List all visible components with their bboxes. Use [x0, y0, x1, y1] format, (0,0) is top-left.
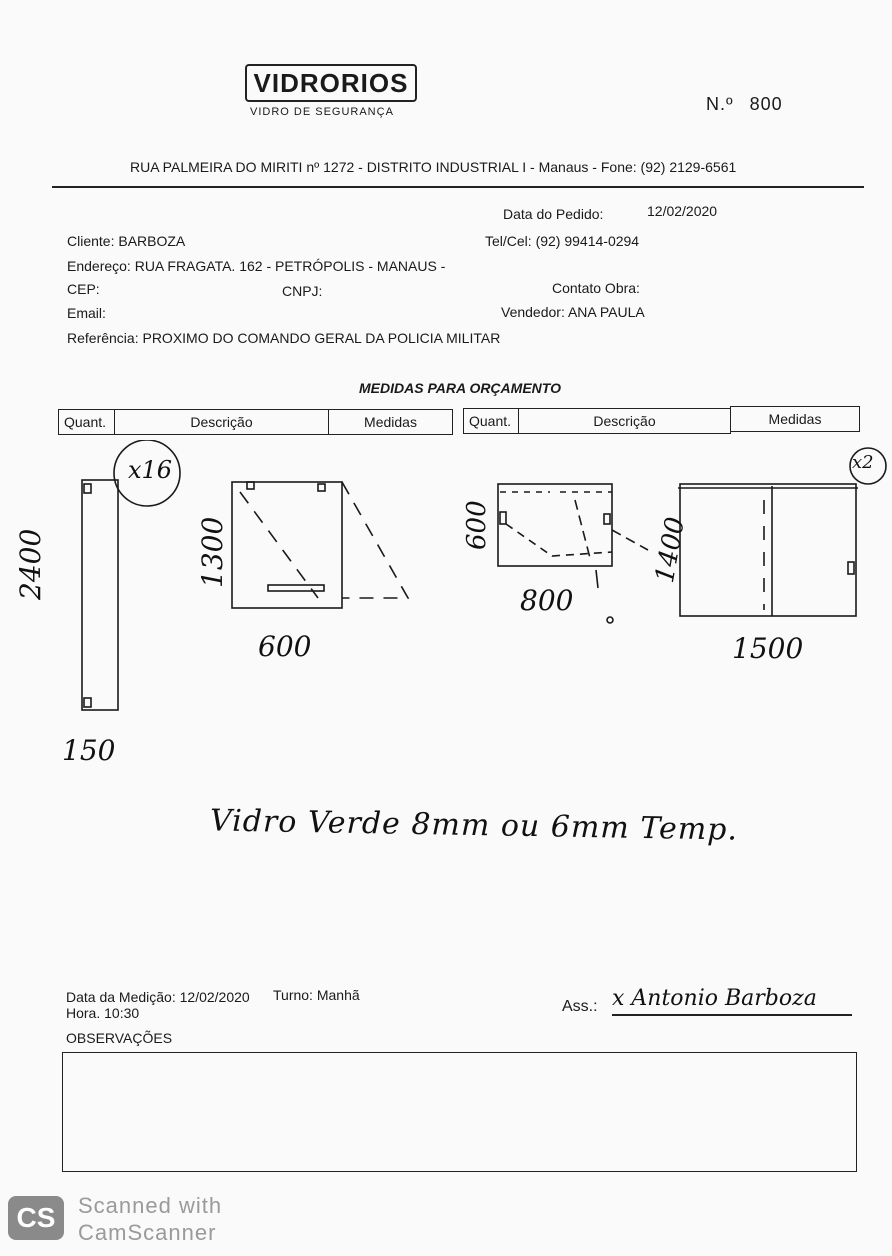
panel2-width: 600	[258, 630, 312, 663]
watermark-line1: Scanned with	[78, 1193, 223, 1218]
panel2-height: 1300	[196, 516, 229, 588]
panel2-swing-line	[240, 492, 318, 598]
email-field: Email:	[67, 305, 106, 321]
order-date-value: 12/02/2020	[647, 203, 718, 219]
measures-title: MEDIDAS PARA ORÇAMENTO	[359, 380, 561, 396]
seller-field: Vendedor: ANA PAULA	[501, 304, 645, 320]
panel4-outline	[680, 484, 856, 616]
logo-name: VIDRORIOS	[253, 67, 409, 98]
reference-field: Referência: PROXIMO DO COMANDO GERAL DA POLICIA MILITAR	[67, 330, 501, 346]
col-quant-right: Quant.	[463, 408, 519, 434]
order-date-label: Data do Pedido:	[503, 206, 604, 222]
watermark-line2: CamScanner	[78, 1220, 217, 1245]
contact-field: Contato Obra:	[552, 280, 640, 296]
panel3-depth: 1400	[650, 514, 692, 586]
panel1-top-fitting	[84, 484, 91, 493]
measure-date: Data da Medição: 12/02/2020	[66, 989, 250, 1005]
handwritten-glass-note: Vidro Verde 8mm ou 6mm Temp.	[209, 803, 739, 848]
signature-line	[612, 1014, 852, 1016]
panel1-outline	[82, 480, 118, 710]
observations-box	[62, 1052, 857, 1172]
panel1-bottom-fitting	[84, 698, 91, 707]
panel3-height: 600	[462, 500, 492, 550]
panel1-height: 2400	[14, 528, 47, 600]
col-desc-right: Descrição	[518, 408, 731, 434]
col-measures-left: Medidas	[328, 409, 453, 435]
col-desc-left: Descrição	[114, 409, 329, 435]
cnpj-field: CNPJ:	[282, 283, 323, 299]
company-logo	[245, 64, 417, 102]
panel1-width: 150	[62, 734, 116, 767]
panel2-outline	[232, 482, 342, 608]
logo-tagline: VIDRO DE SEGURANÇA	[250, 106, 394, 118]
company-address: RUA PALMEIRA DO MIRITI nº 1272 - DISTRITO INDUSTRIAL I - Manaus - Fone: (92) 2129-6561	[130, 159, 737, 175]
client-field: Cliente: BARBOZA	[67, 233, 186, 249]
panel2-swing-outline	[342, 482, 408, 598]
sketch-drawings	[0, 440, 892, 770]
col-measures-right: Medidas	[730, 406, 860, 432]
signature-label: Ass.:	[562, 998, 598, 1015]
panel1-qty: x16	[128, 456, 173, 484]
measure-time: Hora. 10:30	[66, 1005, 140, 1021]
address-field: Endereço: RUA FRAGATA. 162 - PETRÓPOLIS - MANAUS -	[67, 258, 446, 274]
observations-label: OBSERVAÇÕES	[66, 1030, 173, 1046]
camscanner-badge: CS	[8, 1196, 64, 1240]
number-label: N.º	[706, 94, 734, 114]
panel4-width: 1500	[732, 632, 804, 665]
document-number	[706, 94, 783, 115]
header-divider	[52, 186, 864, 188]
phone-field: Tel/Cel: (92) 99414-0294	[485, 233, 640, 249]
panel4-qty: x2	[852, 452, 874, 473]
panel3-width: 800	[520, 584, 574, 617]
cep-field: CEP:	[67, 281, 100, 297]
signature: x Antonio Barboza	[612, 986, 817, 1011]
number-value: 800	[749, 94, 783, 114]
measure-shift: Turno: Manhã	[273, 987, 360, 1003]
col-quant-left: Quant.	[58, 409, 115, 435]
panel2-handle	[268, 585, 324, 591]
panel3-swing-line	[506, 524, 612, 556]
